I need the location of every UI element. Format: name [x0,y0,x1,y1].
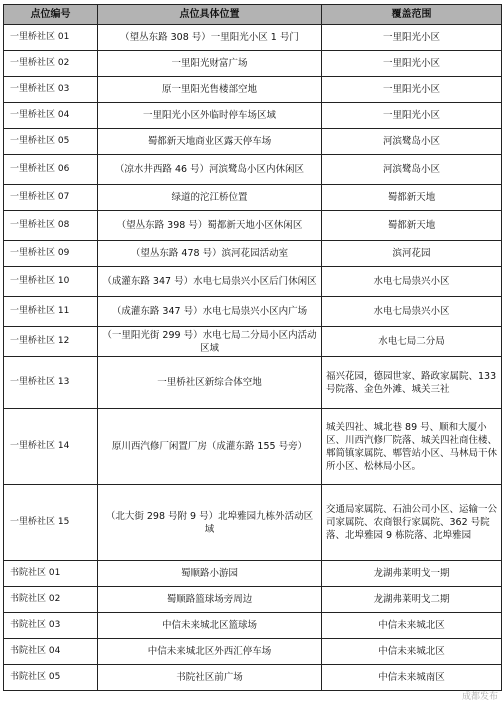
cell-id: 一里桥社区 11 [4,297,98,327]
cell-coverage: 一里阳光小区 [322,77,502,103]
cell-coverage: 一里阳光小区 [322,25,502,51]
cell-coverage: 水电七局二分局 [322,327,502,357]
cell-coverage: 福兴花园，德园世家、路政家属院、133 号院落、金色外滩、城关三社 [322,357,502,409]
table-row [4,297,502,327]
table-row [4,327,502,357]
cell-coverage: 蜀都新天地 [322,185,502,211]
watermark: 成都发布 [461,692,498,702]
cell-location: （北大街 298 号附 9 号）北埠雅园九栋外活动区域 [98,485,322,561]
cell-location: 一里阳光财富广场 [98,51,322,77]
cell-coverage: 龙湖弗莱明戈一期 [322,561,502,587]
table-row [4,185,502,211]
cell-id: 一里桥社区 04 [4,103,98,129]
cell-coverage: 中信未来城北区 [322,613,502,639]
cell-location: 原一里阳光售楼部空地 [98,77,322,103]
cell-id: 一里桥社区 03 [4,77,98,103]
cell-coverage: 一里阳光小区 [322,103,502,129]
cell-id: 一里桥社区 01 [4,25,98,51]
table-row [4,357,502,409]
cell-id: 一里桥社区 09 [4,241,98,267]
cell-id: 一里桥社区 15 [4,485,98,561]
cell-id: 一里桥社区 12 [4,327,98,357]
table-row [4,409,502,485]
cell-location: 蜀都新天地商业区露天停车场 [98,129,322,155]
cell-coverage: 交通局家属院、石油公司小区、运输一公司家属院、农商银行家属院、362 号院落、北埠雅园 9 栋院落、北埠雅园 [322,485,502,561]
cell-id: 一里桥社区 02 [4,51,98,77]
cell-id: 书院社区 03 [4,613,98,639]
table-row [4,211,502,241]
table-row [4,639,502,665]
cell-location: （成灌东路 347 号）水电七局祟兴小区内广场 [98,297,322,327]
table-row [4,587,502,613]
cell-location: （一里阳光街 299 号）水电七局二分局小区内活动区域 [98,327,322,357]
cell-id: 书院社区 02 [4,587,98,613]
header-coverage: 覆盖范围 [322,5,502,25]
cell-location: 原川西汽修厂闲置厂房（成灌东路 155 号旁） [98,409,322,485]
location-table [3,4,502,691]
table-body [4,25,502,691]
cell-id: 一里桥社区 06 [4,155,98,185]
table-row [4,561,502,587]
header-row [4,5,502,25]
cell-location: 一里桥社区新综合体空地 [98,357,322,409]
header-id: 点位编号 [4,5,98,25]
cell-coverage: 蜀都新天地 [322,211,502,241]
cell-id: 一里桥社区 14 [4,409,98,485]
header-location: 点位具体位置 [98,5,322,25]
cell-location: 中信未来城北区外西汇停车场 [98,639,322,665]
cell-coverage: 一里阳光小区 [322,51,502,77]
table-row [4,485,502,561]
table-row [4,103,502,129]
cell-coverage: 中信未来城北区 [322,639,502,665]
cell-id: 一里桥社区 07 [4,185,98,211]
table-row [4,155,502,185]
cell-id: 书院社区 05 [4,665,98,691]
cell-location: （望丛东路 308 号）一里阳光小区 1 号门 [98,25,322,51]
cell-location: （成灌东路 347 号）水电七局祟兴小区后门休闲区 [98,267,322,297]
table-row [4,25,502,51]
cell-location: 蜀顺路篮球场旁周边 [98,587,322,613]
table-row [4,613,502,639]
cell-location: 蜀顺路小游园 [98,561,322,587]
cell-id: 一里桥社区 08 [4,211,98,241]
table-row [4,51,502,77]
cell-coverage: 城关四社、城北巷 89 号、顺和大厦小区、川西汽修厂院落、城关四社商住楼、郫简镇家属院、郫管站小区、马林局干休所小区、松林局小区。 [322,409,502,485]
cell-id: 一里桥社区 13 [4,357,98,409]
cell-location: 中信未来城北区篮球场 [98,613,322,639]
cell-coverage: 龙湖弗莱明戈二期 [322,587,502,613]
cell-coverage: 水电七局祟兴小区 [322,267,502,297]
cell-coverage: 水电七局祟兴小区 [322,297,502,327]
cell-location: 一里阳光小区外临时停车场区域 [98,103,322,129]
cell-coverage: 河滨鹭岛小区 [322,129,502,155]
cell-id: 一里桥社区 05 [4,129,98,155]
cell-id: 书院社区 04 [4,639,98,665]
cell-location: 绿道的沱江桥位置 [98,185,322,211]
cell-id: 一里桥社区 10 [4,267,98,297]
table-row [4,267,502,297]
cell-coverage: 滨河花园 [322,241,502,267]
table-row [4,129,502,155]
cell-location: 书院社区前广场 [98,665,322,691]
cell-coverage: 河滨鹭岛小区 [322,155,502,185]
cell-location: （凉水井西路 46 号）河滨鹭岛小区内休闲区 [98,155,322,185]
cell-coverage: 中信未来城南区 [322,665,502,691]
cell-id: 书院社区 01 [4,561,98,587]
table-row [4,665,502,691]
table-row [4,77,502,103]
cell-location: （望丛东路 398 号）蜀都新天地小区休闲区 [98,211,322,241]
cell-location: （望丛东路 478 号）滨河花园活动室 [98,241,322,267]
table-row [4,241,502,267]
